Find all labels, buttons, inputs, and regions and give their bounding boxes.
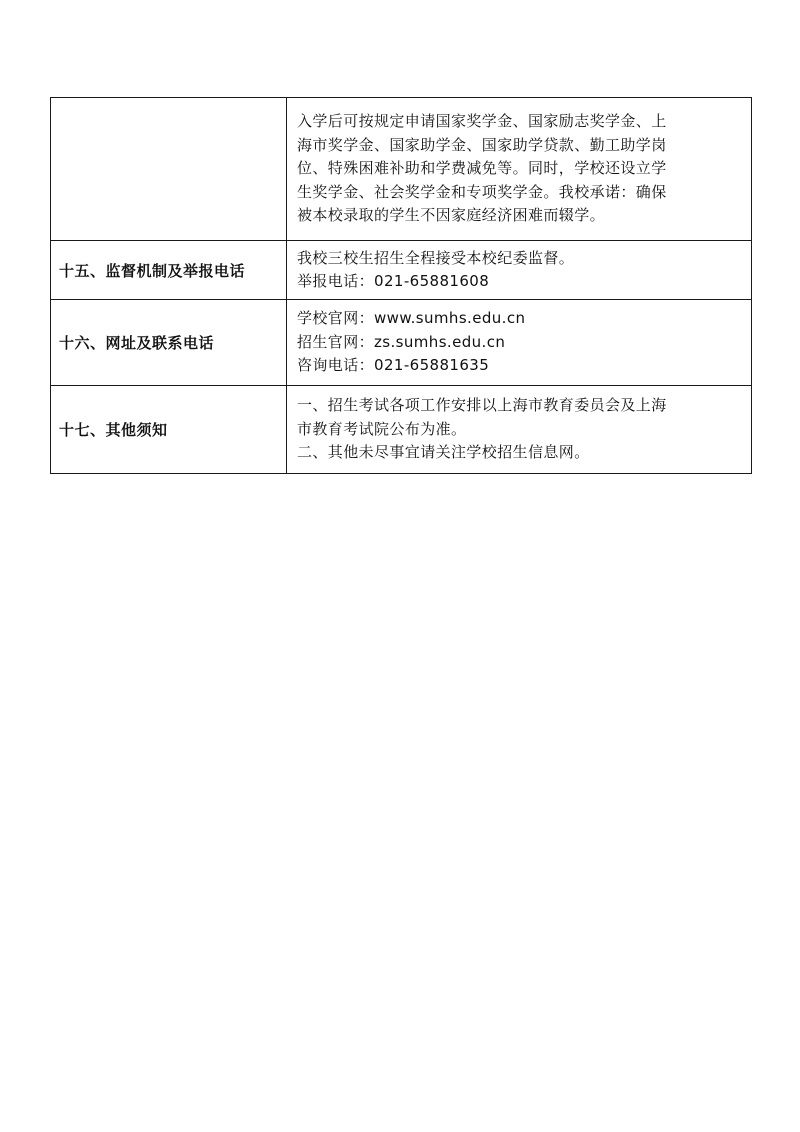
table-row	[51, 300, 752, 386]
content-line: 入学后可按规定申请国家奖学金、国家励志奖学金、上	[297, 112, 667, 131]
content-line: 我校三校生招生全程接受本校纪委监督。	[297, 248, 575, 267]
row-content	[287, 300, 752, 386]
content-line: 一、招生考试各项工作安排以上海市教育委员会及上海	[297, 396, 667, 415]
content-line: 位、特殊困难补助和学费减免等。同时，学校还设立学	[297, 159, 667, 178]
content-line: 被本校录取的学生不因家庭经济困难而辍学。	[297, 206, 606, 225]
info-table	[50, 97, 752, 474]
content-line: 学校官网：www.sumhs.edu.cn	[297, 309, 526, 328]
row-content	[287, 386, 752, 474]
table-row	[51, 98, 752, 241]
content-line: 海市奖学金、国家助学金、国家助学贷款、勤工助学岗	[297, 135, 667, 154]
content-line: 生奖学金、社会奖学金和专项奖学金。我校承诺：确保	[297, 182, 667, 201]
row-label: 十五、监督机制及举报电话	[51, 241, 287, 300]
row-content	[287, 241, 752, 300]
table-row	[51, 241, 752, 300]
content-line: 市教育考试院公布为准。	[297, 419, 467, 438]
row-label: 十七、其他须知	[51, 386, 287, 474]
row-label: 十六、网址及联系电话	[51, 300, 287, 386]
content-line: 招生官网：zs.sumhs.edu.cn	[297, 332, 506, 351]
row-label	[51, 98, 287, 241]
content-line: 二、其他未尽事宜请关注学校招生信息网。	[297, 443, 590, 462]
content-line: 举报电话：021-65881608	[297, 272, 490, 290]
table-row	[51, 386, 752, 474]
row-content	[287, 98, 752, 241]
content-line: 咨询电话：021-65881635	[297, 356, 490, 375]
